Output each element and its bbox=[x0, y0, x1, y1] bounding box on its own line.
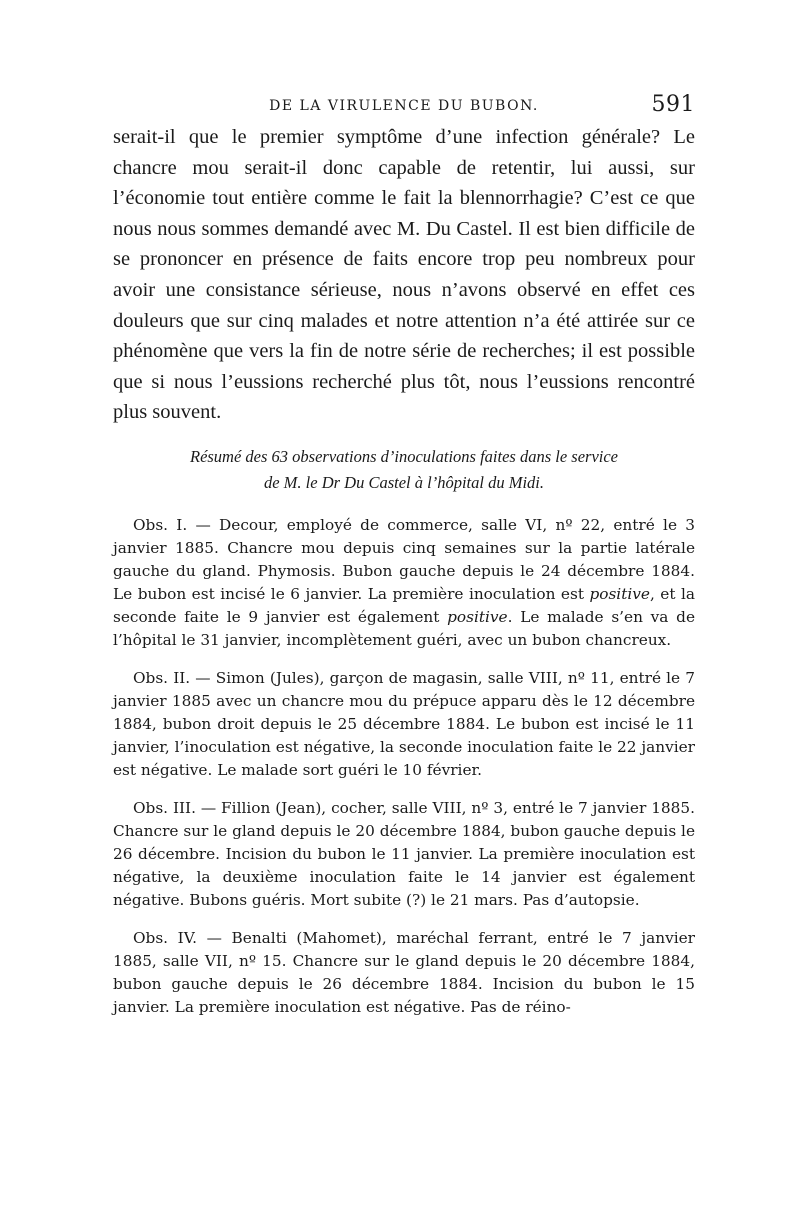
summary-heading-line-1: Résumé des 63 observations d’inoculations faites dans le service bbox=[189, 446, 618, 466]
observation-4: Obs. IV. — Benalti (Mahomet), maréchal ferrant, entré le 7 janvier 1885, salle VII, nº 15. Chancre sur le gland depuis le 20 décembre 1884, bubon gauche depuis le 26 décembre 1884. Incision du bubon le 15 janvier. La première inoculation est négative. Pas de réino- bbox=[113, 928, 695, 1016]
observation-3: Obs. III. — Fillion (Jean), cocher, salle VIII, nº 3, entré le 7 janvier 1885. Chancre sur le gland depuis le 20 décembre 1884, bubon gauche depuis le 26 décembre. Incision du bubon le 11 janvier. La première inoculation est négative, la deuxième inoculation faite le 14 janvier est également négative. Bubons guéris. Mort subite (?) le 21 mars. Pas d’autopsie. bbox=[113, 798, 695, 909]
running-head bbox=[113, 92, 695, 122]
summary-heading-line-2: de M. le Dr Du Castel à l’hôpital du Midi. bbox=[263, 472, 545, 492]
page-number: 591 bbox=[651, 92, 695, 117]
running-title: DE LA VIRULENCE DU BUBON. bbox=[269, 98, 539, 114]
observation-2: Obs. II. — Simon (Jules), garçon de magasin, salle VIII, nº 11, entré le 7 janvier 1885 avec un chancre mou du prépuce apparu dès le 12 décembre 1884, bubon droit depuis le 25 décembre 1884. Le bubon est incisé le 11 janvier, l’inoculation est négative, la seconde inoculation faite le 22 janvier est négative. Le malade sort guéri le 10 février. bbox=[113, 668, 695, 779]
book-page bbox=[113, 92, 695, 1034]
intro-paragraph: serait-il que le premier symptôme d’une infection générale? Le chancre mou serait-il donc capable de retentir, lui aussi, sur l’économie tout entière comme le fait la blennorrhagie? C’est ce que nous nous sommes demandé avec M. Du Castel. Il est bien difficile de se prononcer en présence de faits encore trop peu nombreux pour avoir une consistance sérieuse, nous n’avons observé en effet ces douleurs que sur cinq malades et notre attention n’a été attirée sur ce phénomène que vers la fin de notre série de recherches; il est possible que si nous l’eussions recherché plus tôt, nous l’eussions rencontré plus souvent. bbox=[113, 126, 695, 424]
observation-1-emphasis-2: positive bbox=[447, 607, 508, 626]
observation-1-part-1: Obs. I. — Decour, employé de commerce, salle VI, nº 22, entré le 3 janvier 1885. Chancre mou depuis cinq semaines sur la partie latérale gauche du gland. Phymosis. Bubon gauche depuis le 24 décembre 1884. Le bubon est incisé le 6 janvier. La première inoculation est bbox=[113, 515, 695, 603]
summary-heading bbox=[113, 444, 695, 496]
observation-1-part-3: . Le malade s’en va de l’hôpital le 31 janvier, incomplètement guéri, avec un bubon chancreux. bbox=[113, 607, 695, 649]
observation-1-part-2: , et la seconde faite le 9 janvier est également bbox=[113, 584, 695, 626]
observation-1 bbox=[113, 514, 695, 652]
observation-1-emphasis-1: positive bbox=[589, 584, 650, 603]
